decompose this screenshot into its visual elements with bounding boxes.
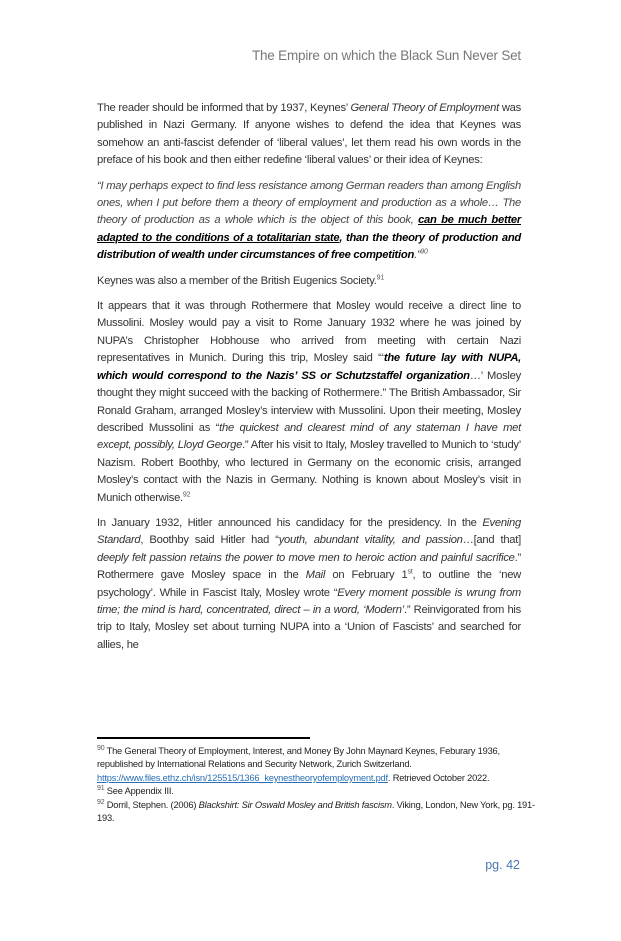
footnotes <box>97 745 537 825</box>
text: , Boothby said Hitler had “ <box>140 534 279 547</box>
text: See Appendix III. <box>104 786 174 797</box>
footnote-90 <box>97 745 537 785</box>
text: .” After his visit to Italy, Mosley travelled to Munich to ‘study’ Nazism. Robert Boothby, who lectured in Germany on the economic crisis, arranged Mosley’s contact with the Nazis in Germany. Nothing is known about Mosley’s visit in Munich otherwise. <box>97 439 521 504</box>
footnote-number: 90 <box>97 744 105 752</box>
book-title: General Theory of Employment <box>350 102 499 114</box>
quote: deeply felt passion retains the power to move men to heroic action and painful sacrifice <box>97 551 515 564</box>
footnote-ref[interactable]: 91 <box>376 273 384 281</box>
footnote-ref[interactable]: 90 <box>420 248 428 256</box>
text: “I may perhaps expect to find less resistance among German readers than among English ones, when I put before them a theory of employment and production as a whole… The theory of production as a whole which is the object of this book, <box>97 179 521 227</box>
text: In January 1932, Hitler announced his candidacy for the presidency. In the <box>97 516 483 529</box>
keynes-quote <box>97 178 521 265</box>
footnote-link[interactable]: https://www.files.ethz.ch/isn/125515/1366_keynestheoryofemployment.pdf <box>97 772 388 783</box>
paragraph-keynes-intro <box>97 100 521 170</box>
emphasis: can be much better adapted to the conditions of a totalitarian state <box>97 214 521 244</box>
quote: youth, abundant vitality, and passion <box>278 534 463 547</box>
footnote-number: 91 <box>97 785 105 793</box>
text: It appears that it was through Rothermere that Mosley would receive a direct line to Mussolini. Mosley would pay a visit to Rome January 1932 where he was joined by NUPA’s Christopher Hobhouse who arrived from meeting with certain Nazi representatives in Munich. During this trip, Mosley said “‘ <box>97 300 521 365</box>
body-text <box>97 100 521 662</box>
ordinal: st <box>407 568 413 576</box>
footnote-number: 92 <box>97 798 105 806</box>
running-header: The Empire on which the Black Sun Never Set <box>251 48 521 63</box>
text: .” Reinvigorated from his trip to Italy, Mosley set about turning NUPA into a ‘Union of Fascists’ and searched for allies, he <box>97 603 521 651</box>
publication: Mail <box>305 569 326 582</box>
text: . Retrieved October 2022. <box>387 772 490 783</box>
book-title: Blackshirt: Sir Oswald Mosley and British fascism <box>198 799 392 810</box>
quote: the quickest and clearest mind of any stateman I have met except, possibly, Lloyd George <box>97 421 521 452</box>
paragraph-eugenics <box>97 273 521 290</box>
paragraph-hitler <box>97 515 521 654</box>
text: . Viking, London, New York, pg. 191-193. <box>97 799 535 824</box>
emphasis: , than the theory of production and distribution of wealth under circumstances of free competition <box>97 231 521 262</box>
text: The reader should be informed that by 1937, Keynes’ <box>97 102 351 114</box>
text: Keynes was also a member of the British Eugenics Society. <box>97 274 377 287</box>
text: was published in Nazi Germany. If anyone wishes to defend the idea that Keynes was somehow an anti-fascist defender of ‘liberal values’, let them read his own words in the preface of his book and then either redefine ‘liberal values’ or their idea of Keynes: <box>97 102 521 167</box>
text: Dorril, Stephen. (2006) <box>104 799 199 810</box>
text: , to outline the ‘new psychology’. While in Fascist Italy, Mosley wrote “ <box>97 569 521 599</box>
footnote-ref[interactable]: 92 <box>182 490 191 498</box>
text: .” Rothermere gave Mosley space in the <box>97 551 521 582</box>
emphasis: the future lay with NUPA, which would correspond to the Nazis’ SS or Schutzstaffel organization <box>97 352 522 382</box>
footnote-92 <box>97 799 537 826</box>
page-number: pg. 42 <box>485 858 520 872</box>
text: The General Theory of Employment, Interest, and Money By John Maynard Keynes, Feburary 1936, republished by International Relations and Security Network, Zurich Switzerland. <box>97 746 500 770</box>
paragraph-mussolini <box>97 298 521 507</box>
text: on February 1 <box>325 569 408 582</box>
footnote-separator <box>97 737 310 739</box>
publication: Evening Standard <box>97 516 521 547</box>
footnote-91 <box>97 785 537 798</box>
quote: Every moment possible is wrung from time; the mind is hard, concentrated, direct – in a word, ‘Modern’ <box>97 586 521 616</box>
text: …’ Mosley thought they might succeed with the backing of Rothermere.” The British Ambassador, Sir Ronald Graham, arranged Mosley’s interview with Mussolini. Upon their meeting, Mosley described Mussolini as “ <box>97 369 521 434</box>
text: .” <box>414 249 421 262</box>
text: …[and that] <box>462 534 521 547</box>
